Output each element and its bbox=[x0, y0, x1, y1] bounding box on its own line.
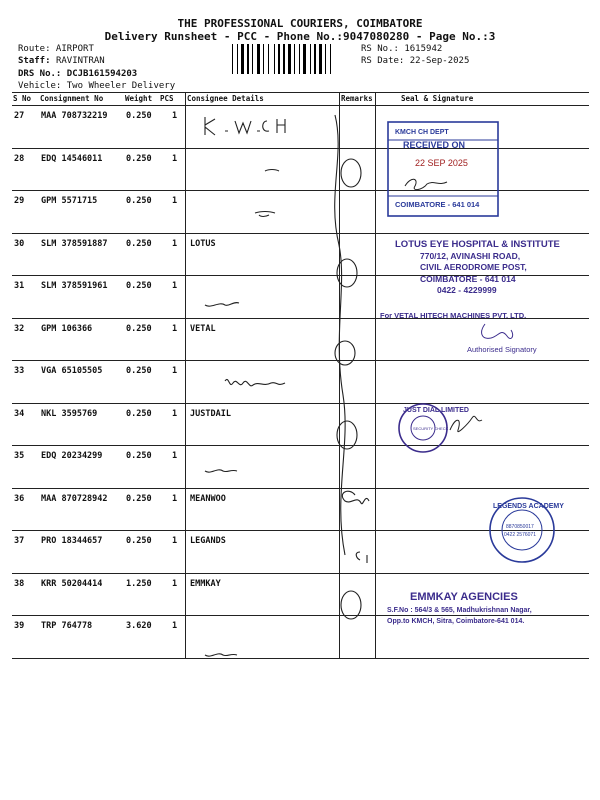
rs-number: RS No.: 1615942 bbox=[361, 44, 443, 54]
barcode bbox=[232, 44, 357, 74]
svg-text:0422 2576071: 0422 2576071 bbox=[504, 532, 536, 538]
row-pcs: 1 bbox=[172, 536, 178, 546]
row-consignment: PRO 18344657 bbox=[41, 536, 103, 546]
col-weight: Weight bbox=[125, 94, 153, 103]
svg-text:22 SEP 2025: 22 SEP 2025 bbox=[415, 158, 468, 168]
justdial-round-stamp bbox=[399, 404, 482, 452]
staff-name: RAVINTRAN bbox=[55, 56, 105, 66]
row-consignment: MAA 870728942 bbox=[41, 493, 108, 504]
svg-text:SECURITY CHECK: SECURITY CHECK bbox=[413, 426, 449, 431]
row-weight: 0.250 bbox=[126, 196, 152, 206]
row-weight: 0.250 bbox=[126, 366, 152, 376]
row-weight: 0.250 bbox=[126, 451, 152, 461]
drs-line bbox=[18, 69, 137, 79]
row-weight: 0.250 bbox=[126, 111, 152, 121]
row-weight: 0.250 bbox=[126, 281, 152, 291]
table-header bbox=[12, 93, 589, 105]
row-weight: 0.250 bbox=[126, 536, 152, 546]
vehicle-label: Vehicle: Two Wheeler Delivery bbox=[18, 81, 176, 91]
runsheet-subtitle: Delivery Runsheet - PCC - Phone No.:9047080280 - Page No.:3 bbox=[104, 30, 496, 43]
row-sno: 39 bbox=[14, 621, 25, 631]
kmch-received-stamp bbox=[388, 122, 498, 216]
row-consignment: MAA 708732219 bbox=[41, 111, 108, 121]
row-consignment: SLM 378591887 bbox=[41, 238, 108, 249]
svg-text:0422 - 4229999: 0422 - 4229999 bbox=[437, 285, 497, 295]
row-sno: 35 bbox=[14, 451, 25, 461]
svg-text:CIVIL AERODROME POST,: CIVIL AERODROME POST, bbox=[420, 262, 527, 272]
svg-text:JUST DIAL LIMITED: JUST DIAL LIMITED bbox=[403, 407, 469, 414]
svg-text:COIMBATORE - 641 014: COIMBATORE - 641 014 bbox=[395, 200, 480, 209]
staff-label: Staff: bbox=[18, 56, 51, 66]
legends-academy-stamp bbox=[490, 498, 564, 562]
row-sno: 28 bbox=[14, 153, 25, 164]
row-pcs: 1 bbox=[172, 111, 178, 121]
svg-text:EMMKAY AGENCIES: EMMKAY AGENCIES bbox=[410, 591, 518, 603]
row-pcs: 1 bbox=[172, 196, 178, 206]
row-consignment: GPM 106366 bbox=[41, 323, 93, 334]
row-pcs: 1 bbox=[172, 366, 178, 376]
row-consignee: EMMKAY bbox=[190, 578, 221, 589]
row-consignment: KRR 50204414 bbox=[41, 578, 103, 589]
vetal-stamp bbox=[380, 311, 537, 354]
row-consignment: TRP 764778 bbox=[41, 621, 93, 631]
svg-text:KMCH CH DEPT: KMCH CH DEPT bbox=[395, 129, 449, 136]
row-pcs: 1 bbox=[172, 323, 178, 334]
row-sno: 34 bbox=[14, 408, 25, 419]
row-sno: 33 bbox=[14, 366, 25, 376]
col-sno: S No bbox=[13, 94, 32, 103]
svg-text:8870850017: 8870850017 bbox=[506, 524, 534, 530]
row-sno: 29 bbox=[14, 196, 25, 206]
row-sno: 32 bbox=[14, 323, 25, 334]
row-pcs: 1 bbox=[172, 238, 178, 249]
row-pcs: 1 bbox=[172, 621, 178, 631]
row-consignee: LEGANDS bbox=[190, 536, 226, 546]
row-sno: 38 bbox=[14, 578, 25, 589]
svg-text:RECEIVED ON: RECEIVED ON bbox=[403, 140, 466, 150]
row-consignment: EDQ 20234299 bbox=[41, 451, 103, 461]
rs-date: RS Date: 22-Sep-2025 bbox=[361, 56, 470, 66]
row-sno: 37 bbox=[14, 536, 25, 546]
svg-text:Authorised Signatory: Authorised Signatory bbox=[467, 345, 537, 354]
row-pcs: 1 bbox=[172, 281, 178, 291]
col-remarks: Remarks bbox=[341, 94, 373, 103]
row-sno: 30 bbox=[14, 238, 25, 249]
row-pcs: 1 bbox=[172, 578, 178, 589]
row-consignment: NKL 3595769 bbox=[41, 408, 98, 419]
row-sno: 31 bbox=[14, 281, 25, 291]
svg-text:COIMBATORE - 641 014: COIMBATORE - 641 014 bbox=[420, 274, 516, 284]
row-pcs: 1 bbox=[172, 493, 178, 504]
emmkay-stamp bbox=[387, 591, 532, 625]
lotus-eye-stamp bbox=[395, 239, 560, 295]
row-pcs: 1 bbox=[172, 153, 178, 164]
row-consignment: VGA 65105505 bbox=[41, 366, 103, 376]
row-weight: 1.250 bbox=[126, 578, 152, 589]
col-pcs: PCS bbox=[160, 94, 174, 103]
row-consignee: VETAL bbox=[190, 323, 216, 334]
row-pcs: 1 bbox=[172, 408, 178, 419]
row-pcs: 1 bbox=[172, 451, 178, 461]
drs-label: DRS No.: bbox=[18, 69, 62, 79]
svg-text:LOTUS EYE HOSPITAL & INSTITUTE: LOTUS EYE HOSPITAL & INSTITUTE bbox=[395, 239, 560, 250]
svg-text:LEGENDS ACADEMY: LEGENDS ACADEMY bbox=[493, 503, 564, 510]
row-sno: 36 bbox=[14, 493, 25, 504]
svg-text:770/12, AVINASHI ROAD,: 770/12, AVINASHI ROAD, bbox=[420, 251, 521, 261]
row-weight: 3.620 bbox=[126, 621, 152, 631]
company-title: THE PROFESSIONAL COURIERS, COIMBATORE bbox=[177, 17, 423, 30]
col-consignee: Consignee Details bbox=[187, 94, 264, 103]
row-weight: 0.250 bbox=[126, 493, 152, 504]
row-weight: 0.250 bbox=[126, 238, 152, 249]
drs-number: DCJB161594203 bbox=[66, 69, 138, 79]
row-consignment: EDQ 14546011 bbox=[41, 153, 103, 164]
row-weight: 0.250 bbox=[126, 153, 152, 164]
header-top-rule bbox=[12, 92, 589, 93]
row-weight: 0.250 bbox=[126, 323, 152, 334]
row-consignment: SLM 378591961 bbox=[41, 281, 108, 291]
route-label: Route: AIRPORT bbox=[18, 44, 94, 54]
row-weight: 0.250 bbox=[126, 408, 152, 419]
row-consignment: GPM 5571715 bbox=[41, 196, 98, 206]
row-consignee: MEANWOO bbox=[190, 493, 226, 504]
handwritten-signatures bbox=[185, 105, 375, 660]
col-seal: Seal & Signature bbox=[401, 94, 474, 103]
svg-text:Opp.to KMCH, Sitra, Coimbatore: Opp.to KMCH, Sitra, Coimbatore-641 014. bbox=[387, 618, 525, 625]
staff-line bbox=[18, 56, 105, 66]
col-consignment: Consignment No bbox=[40, 94, 104, 103]
row-consignee: JUSTDAIL bbox=[190, 408, 231, 419]
svg-text:S.F.No : 564/3 & 565, Madhukri: S.F.No : 564/3 & 565, Madhukrishnan Nagar, bbox=[387, 607, 532, 614]
row-sno: 27 bbox=[14, 111, 25, 121]
seal-signature-area bbox=[375, 110, 589, 660]
svg-text:For VETAL HITECH MACHINES PVT.: For VETAL HITECH MACHINES PVT. LTD. bbox=[380, 311, 527, 320]
row-consignee: LOTUS bbox=[190, 238, 216, 249]
